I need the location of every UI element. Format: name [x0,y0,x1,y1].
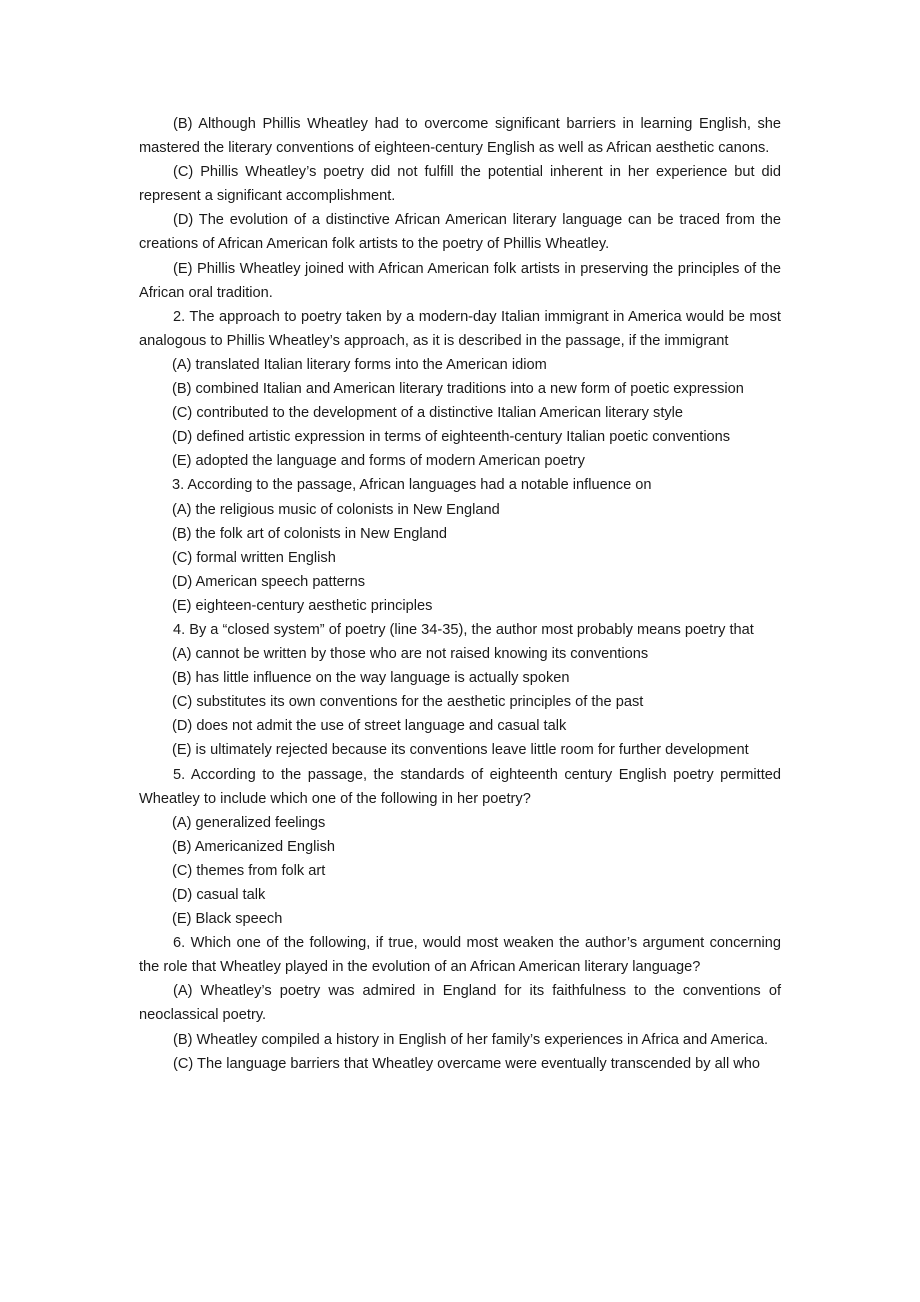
answer-choice: (A) translated Italian literary forms into the American idiom [172,356,547,373]
answer-choice: (E) eighteen-century aesthetic principles [172,597,433,614]
answer-choice: (C) Phillis Wheatley’s poetry did not fulfill the potential inherent in her experience but did represent a significant accomplishment. [139,164,781,205]
answer-choice: (E) adopted the language and forms of modern American poetry [172,453,585,470]
question-2: 2. The approach to poetry taken by a modern-day Italian immigrant in America would be most analogous to Phillis Wheatley’s approach, as it is described in the passage, if the immigrant [139,308,781,349]
answer-choice: (B) Wheatley compiled a history in English of her family’s experiences in Africa and America. [173,1031,769,1048]
question-4: 4. By a “closed system” of poetry (line 34-35), the author most probably means poetry that [173,621,754,638]
question-5: 5. According to the passage, the standards of eighteenth century English poetry permitted Wheatley to include which one of the following in her poetry? [139,766,781,807]
answer-choice: (A) cannot be written by those who are not raised knowing its conventions [172,646,649,663]
answer-choice: (B) has little influence on the way language is actually spoken [172,670,570,687]
answer-choice: (C) substitutes its own conventions for the aesthetic principles of the past [172,694,644,711]
answer-choice: (A) Wheatley’s poetry was admired in England for its faithfulness to the conventions of neoclassical poetry. [139,983,781,1024]
answer-choice: (C) contributed to the development of a distinctive Italian American literary style [172,405,684,422]
answer-choice: (E) Black speech [172,911,283,928]
answer-choice: (E) is ultimately rejected because its conventions leave little room for further development [172,742,749,759]
answer-choice: (D) defined artistic expression in terms of eighteenth-century Italian poetic conventions [172,429,731,446]
answer-choice: (B) the folk art of colonists in New England [172,525,447,542]
question-6: 6. Which one of the following, if true, would most weaken the author’s argument concerning the role that Wheatley played in the evolution of an African American literary language? [139,935,781,976]
answer-choice: (A) the religious music of colonists in New England [172,501,500,518]
answer-choice: (A) generalized feelings [172,814,326,831]
document-page [139,112,781,1076]
answer-choice: (C) themes from folk art [172,862,326,879]
answer-choice: (E) Phillis Wheatley joined with African American folk artists in preserving the principles of the African oral tradition. [139,260,781,301]
answer-choice: (C) formal written English [172,549,336,566]
answer-choice: (C) The language barriers that Wheatley overcame were eventually transcended by all who [173,1055,761,1072]
answer-choice: (B) Although Phillis Wheatley had to overcome significant barriers in learning English, she mastered the literary conventions of eighteen-century English as well as African aesthetic canons. [139,116,781,157]
question-3: 3. According to the passage, African languages had a notable influence on [172,477,652,494]
answer-choice: (B) Americanized English [172,838,336,855]
answer-choice: (D) casual talk [172,887,266,903]
answer-choice: (B) combined Italian and American literary traditions into a new form of poetic expression [172,381,744,398]
answer-choice: (D) does not admit the use of street language and casual talk [172,718,567,735]
answer-choice: (D) The evolution of a distinctive African American literary language can be traced from the creations of African American folk artists to the poetry of Phillis Wheatley. [139,212,781,253]
answer-choice: (D) American speech patterns [172,573,366,590]
